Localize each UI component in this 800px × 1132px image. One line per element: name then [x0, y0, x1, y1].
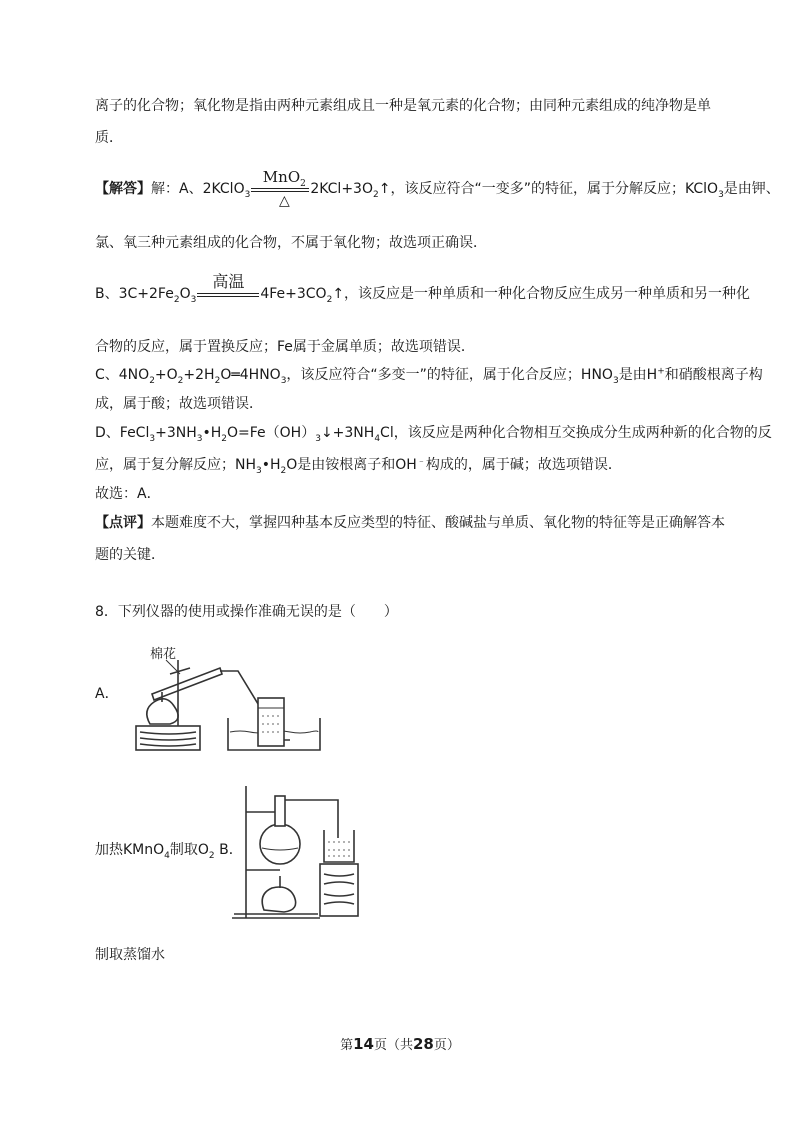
- answer-line-d2: [95, 455, 622, 475]
- figure-b-apparatus: [228, 778, 378, 926]
- caption-a-1: 加热KMnO: [95, 842, 165, 858]
- d2-2: •H: [261, 457, 281, 473]
- text-line-2: 质．: [95, 130, 123, 146]
- caption-a-2: 制取O: [169, 842, 209, 858]
- sub: 4: [164, 850, 170, 861]
- eq-b-desc: ↑，该反应是一种单质和一种化合物反应生成另一种单质和另一种化: [332, 286, 751, 302]
- figure-a-cotton-label: 棉花: [150, 647, 177, 662]
- eq-b-product: 4Fe+3CO: [260, 286, 327, 302]
- eq-d-1: D、FeCl: [95, 425, 150, 441]
- comment-tag: 【点评】: [95, 515, 151, 531]
- sub: 2: [214, 375, 221, 386]
- eq-c-desc3: 和硝酸根离子构: [664, 367, 763, 383]
- eq-a-product: 2KCl+3O: [310, 181, 373, 197]
- text-line-13: 题的关键．: [95, 547, 165, 563]
- eq-c-desc: ，该反应符合“多变一”的特征，属于化合反应；HNO: [286, 367, 613, 383]
- sub: 2: [177, 375, 184, 386]
- answer-line-b: [95, 272, 751, 305]
- answer-line-a: [95, 168, 780, 209]
- eq-d-3: •H: [202, 425, 222, 441]
- eq-c-3: +2H: [183, 367, 215, 383]
- sub: 3: [190, 294, 197, 305]
- sub: 3: [256, 465, 262, 476]
- footer-pre: 第: [340, 1038, 354, 1053]
- text-line-6: 合物的反应，属于置换反应；Fe属于金属单质；故选项错误．: [95, 339, 475, 355]
- cond-top: MnO: [262, 168, 301, 186]
- text-line-1: 离子的化合物；氧化物是指由两种元素组成且一种是氧元素的化合物；由同种元素组成的纯净物是单: [95, 98, 711, 114]
- eq-d-2: +3NH: [155, 425, 197, 441]
- sub: 2: [300, 179, 306, 189]
- cond-top: 高温: [212, 272, 245, 291]
- page-total: 28: [413, 1035, 434, 1053]
- sup: ﹣: [416, 456, 426, 467]
- answer-line-c: [95, 365, 763, 385]
- eq-d-4: O=Fe（OH）: [227, 425, 316, 441]
- eq-c-desc2: 是由H: [618, 367, 658, 383]
- eq-b-o: O: [179, 286, 191, 302]
- sub: 3: [280, 375, 287, 386]
- comment-text: 本题难度不大，掌握四种基本反应类型的特征、酸碱盐与单质、氧化物的特征等是正确解答本: [151, 515, 725, 531]
- sub: 3: [196, 433, 203, 444]
- eq-a-desc2: 是由钾、: [723, 181, 780, 197]
- comment-line: [95, 513, 725, 533]
- eq-b-reactant: B、3C+2Fe: [95, 286, 174, 302]
- sub: 3: [149, 433, 156, 444]
- sub: 3: [612, 375, 619, 386]
- caption-a-and-option-b: [95, 840, 243, 860]
- option-b-label: B．: [214, 842, 243, 858]
- sub: 2: [221, 433, 227, 444]
- text-line-8: 成，属于酸；故选项错误．: [95, 396, 263, 412]
- sub: 2: [208, 850, 215, 861]
- sub: 2: [372, 189, 379, 200]
- d2-4: 构成的，属于碱；故选项错误．: [425, 457, 622, 473]
- eq-d-5: ↓+3NH: [320, 425, 375, 441]
- figure-a-apparatus: [130, 644, 330, 758]
- eq-a-desc: ↑，该反应符合“一变多”的特征，属于分解反应；KClO: [378, 181, 719, 197]
- eq-a-reactant: 解：A、2KClO: [151, 181, 245, 197]
- eq-d-desc: Cl，该反应是两种化合物相互交换成分生成两种新的化合物的反: [380, 425, 772, 441]
- page-footer: [0, 1034, 800, 1053]
- sub: 3: [718, 189, 724, 200]
- eq-c-2: +O: [154, 367, 178, 383]
- eq-c-4: O═4HNO: [220, 367, 281, 383]
- sub: 2: [173, 294, 180, 305]
- eq-c-1: C、4NO: [95, 367, 150, 383]
- page-number: 14: [353, 1035, 374, 1053]
- sub: 2: [149, 375, 155, 386]
- sub: 3: [315, 433, 321, 444]
- answer-tag: 【解答】: [95, 181, 151, 197]
- d2-3: O是由铵根离子和OH: [286, 457, 417, 473]
- reaction-condition-mno2: [251, 168, 309, 209]
- sup: +: [657, 366, 665, 377]
- text-line-11: 故选：A．: [95, 486, 161, 502]
- sub: 4: [374, 433, 381, 444]
- footer-mid: 页（共: [373, 1038, 413, 1053]
- answer-line-d: [95, 423, 772, 443]
- sub: 3: [244, 189, 251, 200]
- caption-b: 制取蒸馏水: [95, 947, 165, 963]
- option-a-label: A．: [95, 686, 119, 702]
- text-line-4: 氯、氧三种元素组成的化合物，不属于氧化物；故选项正确误．: [95, 235, 487, 251]
- sub: 2: [326, 294, 333, 305]
- footer-post: 页）: [433, 1038, 460, 1053]
- reaction-condition-high-temp: [197, 272, 259, 304]
- d2-1: 应，属于复分解反应；NH: [95, 457, 256, 473]
- sub: 2: [280, 465, 287, 476]
- question-8: 8．下列仪器的使用或操作准确无误的是（ ）: [95, 604, 398, 620]
- heat-symbol: △: [278, 193, 290, 209]
